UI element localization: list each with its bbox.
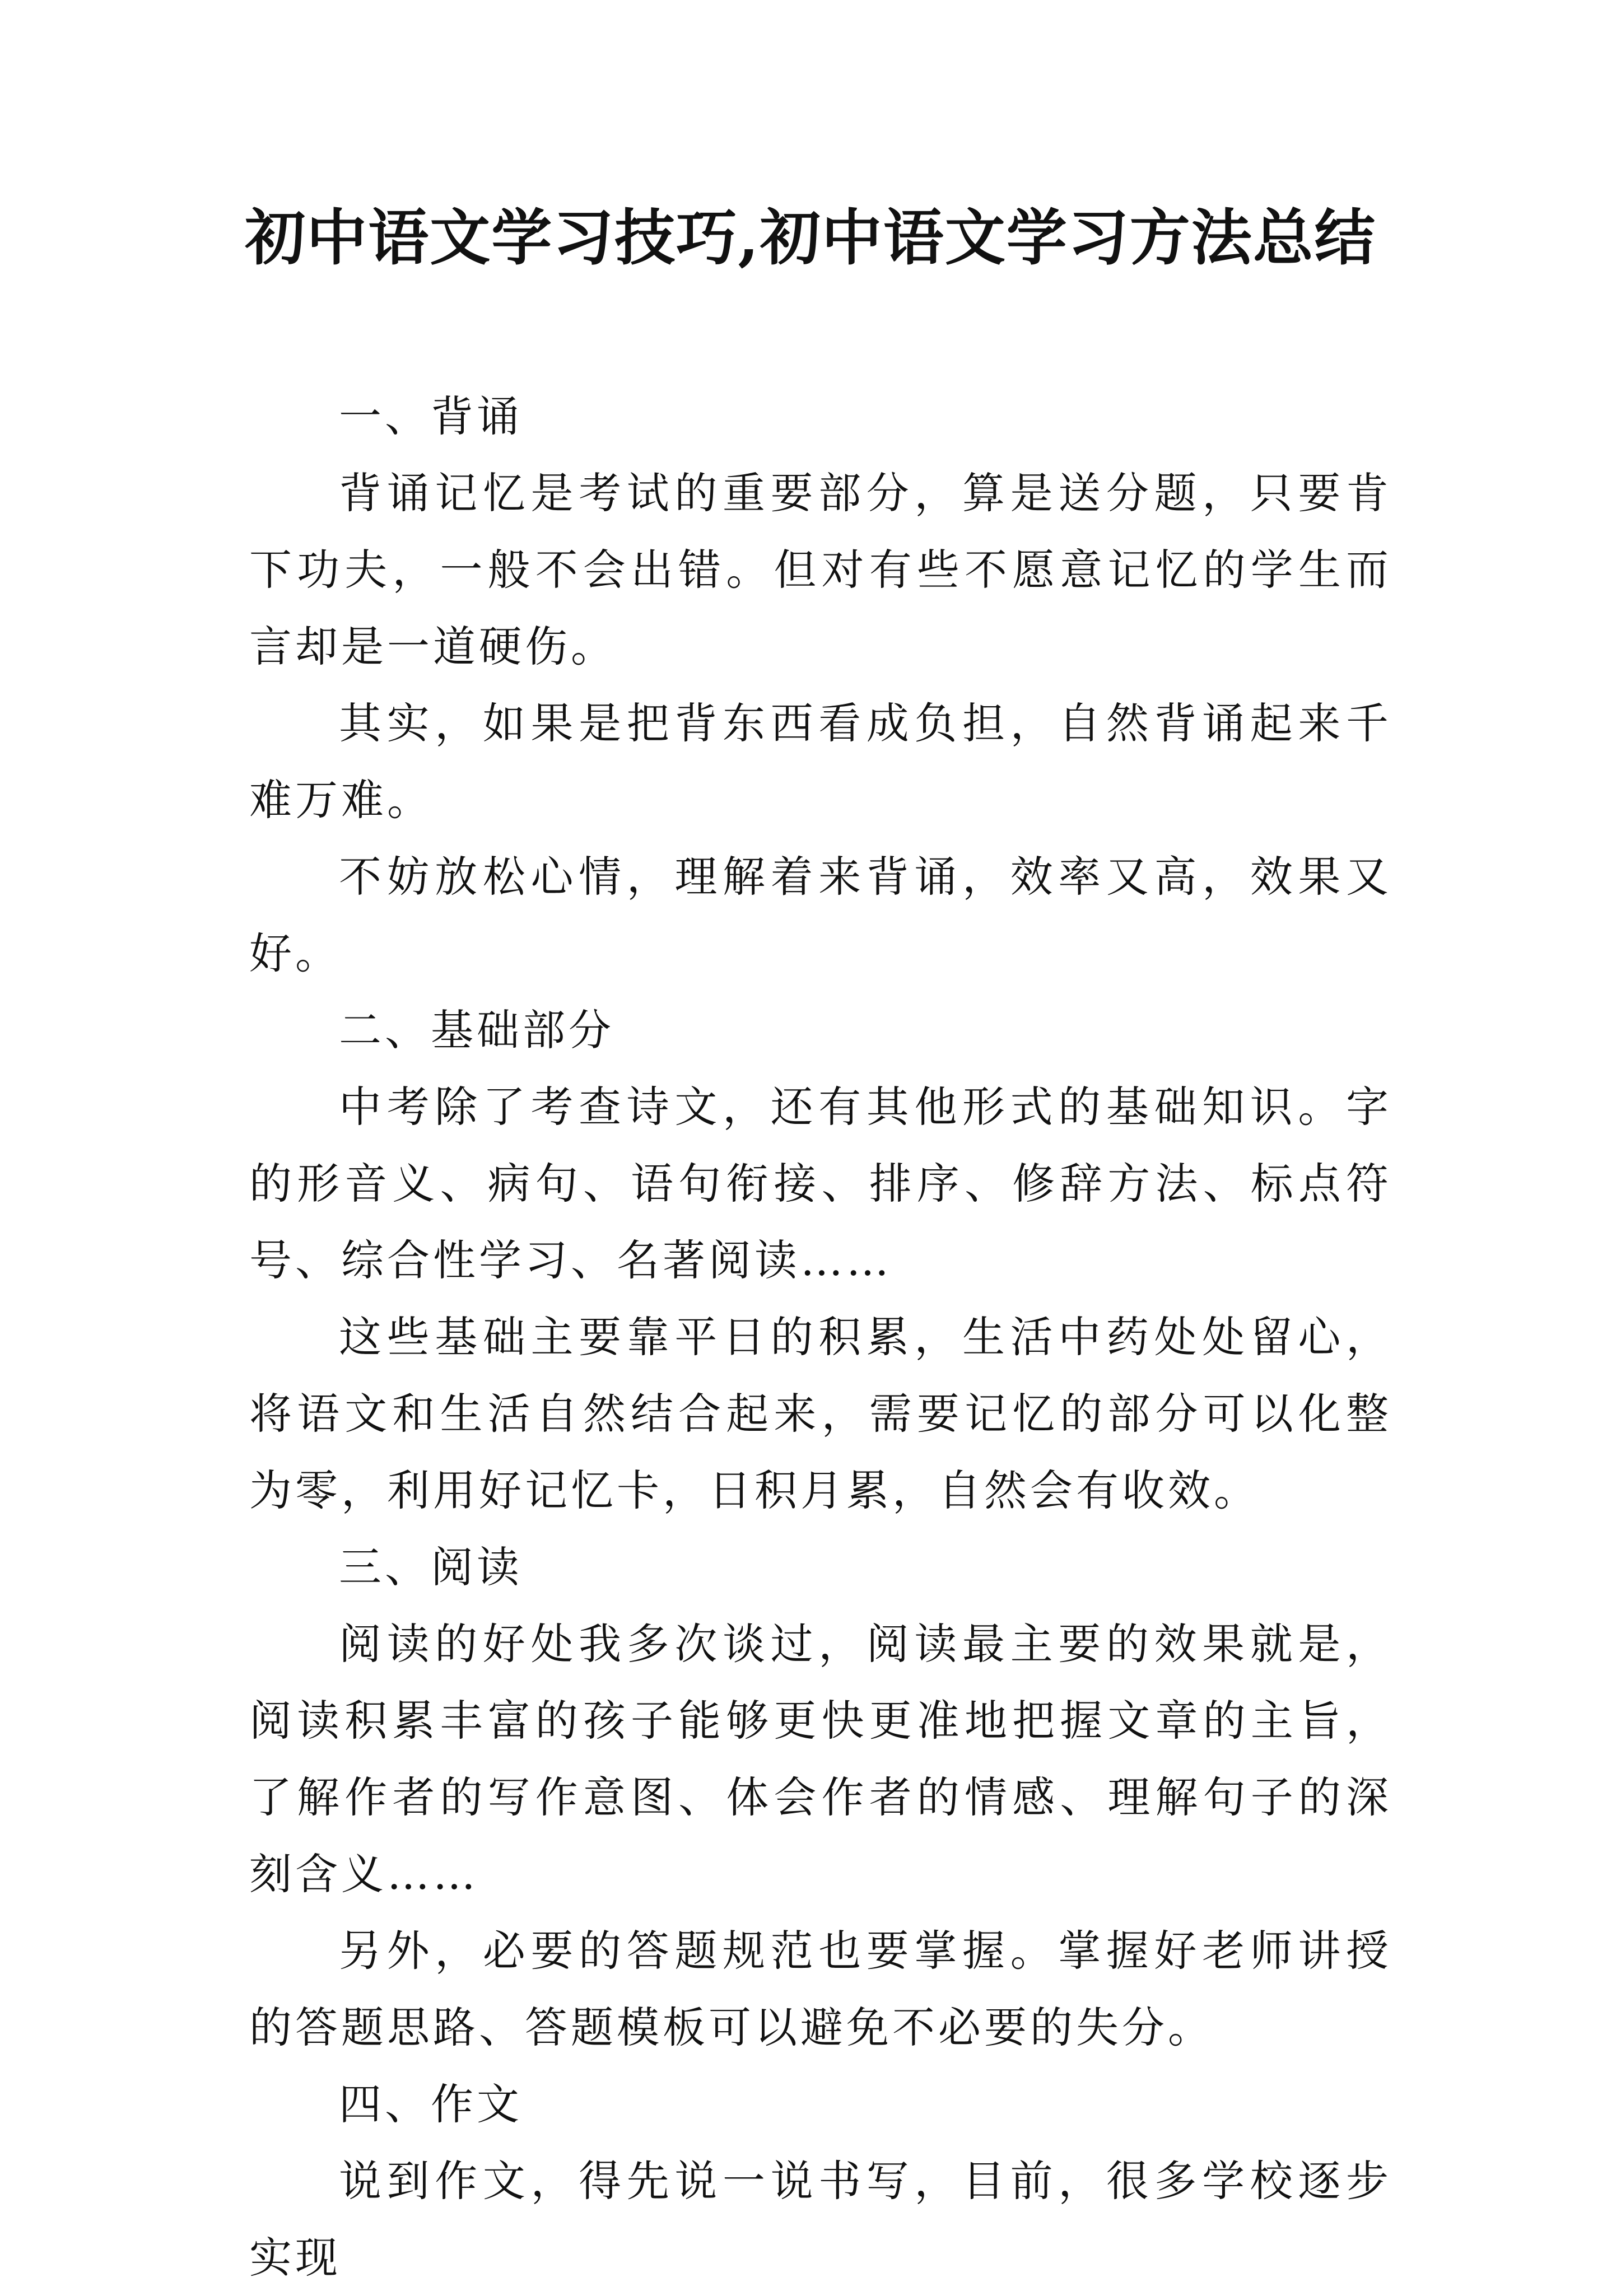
paragraph: 不妨放松心情，理解着来背诵，效率又高，效果又好。	[249, 852, 1392, 978]
document-body	[249, 378, 1392, 2296]
paragraph: 其实，如果是把背东西看成负担，自然背诵起来千难万难。	[249, 698, 1392, 825]
paragraph: 说到作文，得先说一说书写，目前，很多学校逐步实现	[249, 2156, 1392, 2283]
section-heading-composition: 四、作文	[339, 2079, 523, 2129]
paragraph: 中考除了考查诗文，还有其他形式的基础知识。字的形音义、病句、语句衔接、排序、修辞方法、标点符号、综合性学习、名著阅读……	[249, 1082, 1392, 1285]
paragraph: 这些基础主要靠平日的积累，生活中药处处留心，将语文和生活自然结合起来，需要记忆的部分可以化整为零，利用好记忆卡，日积月累，自然会有收效。	[249, 1312, 1392, 1515]
paragraph: 背诵记忆是考试的重要部分，算是送分题，只要肯下功夫，一般不会出错。但对有些不愿意记忆的学生而言却是一道硬伤。	[249, 468, 1392, 671]
paragraph: 另外，必要的答题规范也要掌握。掌握好老师讲授的答题思路、答题模板可以避免不必要的失分。	[249, 1926, 1392, 2052]
document-title: 初中语文学习技巧,初中语文学习方法总结	[245, 203, 1376, 273]
section-heading-reading: 三、阅读	[339, 1542, 523, 1592]
paragraph: 阅读的好处我多次谈过，阅读最主要的效果就是，阅读积累丰富的孩子能够更快更准地把握文章的主旨，了解作者的写作意图、体会作者的情感、理解句子的深刻含义……	[249, 1619, 1392, 1899]
section-heading-recitation: 一、背诵	[339, 391, 523, 441]
section-heading-basics: 二、基础部分	[339, 1005, 614, 1055]
